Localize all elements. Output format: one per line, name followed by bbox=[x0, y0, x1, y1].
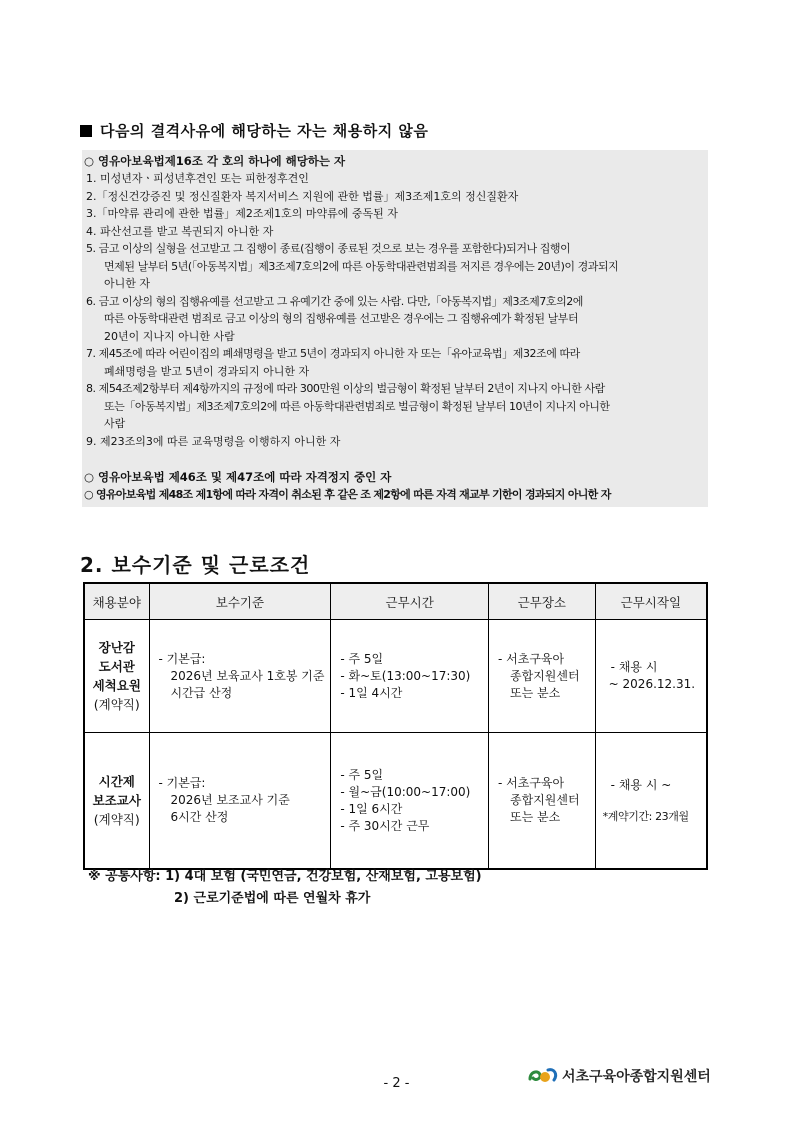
header-field: 채용분야 bbox=[84, 583, 149, 620]
list-item: 8. 제54조제2항부터 제4항까지의 규정에 따라 300만원 이상의 벌금형이 확정된 날부터 2년이 지나지 아니한 사람 bbox=[86, 382, 605, 395]
table-header-row bbox=[84, 583, 707, 620]
page-number: - 2 - bbox=[383, 1076, 410, 1091]
list-item: 9. 제23조의3에 따른 교육명령을 이행하지 아니한 자 bbox=[86, 435, 341, 448]
hours-text: - 주 5일 bbox=[340, 651, 384, 666]
list-item-continuation: 또는「아동복지법」제3조제7호의2에 따른 아동학대관련범죄로 벌금형이 확정된 날부터 10년이 지나지 아니한 bbox=[104, 400, 610, 413]
category-cell bbox=[84, 733, 149, 870]
place-text: 또는 분소 bbox=[510, 810, 561, 824]
pay-text: 시간급 산정 bbox=[170, 685, 233, 700]
common-conditions bbox=[88, 866, 482, 910]
list-item: 6. 금고 이상의 형의 집행유예를 선고받고 그 유예기간 중에 있는 사람. 다만,「아동복지법」제3조제7호의2에 bbox=[86, 295, 583, 308]
list-item-continuation: 폐쇄명령을 받고 5년이 경과되지 아니한 자 bbox=[104, 365, 310, 378]
list-item: 2.「정신건강증진 및 정신질환자 복지서비스 지원에 관한 법률」제3조제1호의 정신질환자 bbox=[86, 190, 519, 203]
place-text: - 서초구육아 bbox=[498, 651, 565, 666]
list-item-continuation: 따른 아동학대관련 범죄로 금고 이상의 형의 집행유예를 선고받은 경우에는 그 집행유예가 확정된 날부터 bbox=[104, 312, 579, 325]
pay-conditions-table bbox=[83, 582, 708, 870]
hours-cell bbox=[331, 620, 489, 733]
pay-text: - 기본급: bbox=[158, 651, 206, 666]
common-line: 2) 근로기준법에 따른 연월차 휴가 bbox=[174, 891, 371, 906]
place-text: 종합지원센터 bbox=[510, 668, 580, 683]
header-place: 근무장소 bbox=[489, 583, 596, 620]
pay-text: 2026년 보조교사 기준 bbox=[170, 793, 290, 807]
place-text: 종합지원센터 bbox=[510, 793, 580, 807]
table-row bbox=[84, 620, 707, 733]
start-text: - 채용 시 ~ bbox=[610, 777, 672, 792]
list-item: 4. 파산선고를 받고 복권되지 아니한 자 bbox=[86, 225, 274, 238]
group-title-article46: ○ 영유아보육법 제46조 및 제47조에 따라 자격정지 중인 자 bbox=[84, 470, 392, 484]
hours-text: - 1일 4시간 bbox=[340, 685, 403, 700]
category-cell bbox=[84, 620, 149, 733]
category-text: 세척요원 bbox=[92, 678, 141, 693]
org-logo bbox=[527, 1066, 711, 1086]
black-square-icon bbox=[80, 125, 92, 137]
section-heading-disqualification bbox=[80, 120, 428, 141]
group-title-article48: ○ 영유아보육법 제48조 제1항에 따라 자격이 취소된 후 같은 조 제2항에 따른 자격 재교부 기한이 경과되지 아니한 자 bbox=[84, 488, 611, 501]
table-row bbox=[84, 733, 707, 870]
seocho-logo-icon bbox=[527, 1066, 559, 1086]
contract-period-note: *계약기간: 23개월 bbox=[602, 809, 689, 823]
list-item: 3.「마약류 관리에 관한 법률」제2조제1호의 마약류에 중독된 자 bbox=[86, 207, 398, 220]
pay-text: 6시간 산정 bbox=[170, 810, 229, 824]
place-cell bbox=[489, 620, 596, 733]
category-text: 장난감 bbox=[98, 640, 135, 655]
hours-text: - 주 5일 bbox=[340, 767, 384, 782]
place-text: 또는 분소 bbox=[510, 685, 561, 700]
section-title: 다음의 결격사유에 해당하는 자는 채용하지 않음 bbox=[100, 122, 429, 140]
list-item-continuation: 사람 bbox=[104, 417, 126, 430]
pay-text: - 기본급: bbox=[158, 776, 206, 790]
start-date-cell bbox=[595, 620, 707, 733]
list-item-continuation: 면제된 날부터 5년(「아동복지법」제3조제7호의2에 따른 아동학대관련범죄를 저지른 경우에는 20년)이 경과되지 bbox=[104, 260, 619, 273]
category-note: (계약직) bbox=[93, 812, 140, 827]
header-start-date: 근무시작일 bbox=[595, 583, 707, 620]
hours-text: - 화~토(13:00~17:30) bbox=[340, 668, 471, 683]
pay-cell bbox=[149, 733, 331, 870]
header-pay: 보수기준 bbox=[149, 583, 331, 620]
section-heading-pay: 2. 보수기준 및 근로조건 bbox=[80, 553, 311, 577]
list-item: 5. 금고 이상의 실형을 선고받고 그 집행이 종료(집행이 종료된 것으로 보는 경우를 포함한다)되거나 집행이 bbox=[86, 242, 571, 255]
start-date-cell bbox=[595, 733, 707, 870]
header-hours: 근무시간 bbox=[331, 583, 489, 620]
category-text: 도서관 bbox=[98, 659, 135, 674]
common-line: ※ 공통사항: 1) 4대 보험 (국민연금, 건강보험, 산재보험, 고용보험) bbox=[88, 869, 482, 884]
place-text: - 서초구육아 bbox=[498, 776, 565, 790]
hours-text: - 월~금(10:00~17:00) bbox=[340, 784, 471, 799]
place-cell bbox=[489, 733, 596, 870]
start-text: ~ 2026.12.31. bbox=[608, 677, 696, 691]
pay-text: 2026년 보육교사 1호봉 기준 bbox=[170, 668, 325, 683]
category-note: (계약직) bbox=[93, 697, 140, 712]
list-item: 1. 미성년자ㆍ피성년후견인 또는 피한정후견인 bbox=[86, 172, 309, 185]
pay-cell bbox=[149, 620, 331, 733]
start-text: - 채용 시 bbox=[610, 660, 658, 674]
list-item-continuation: 20년이 지나지 아니한 사람 bbox=[104, 330, 235, 343]
hours-text: - 주 30시간 근무 bbox=[340, 818, 430, 833]
hours-text: - 1일 6시간 bbox=[340, 801, 403, 816]
category-text: 시간제 bbox=[98, 774, 135, 789]
list-item-continuation: 아니한 자 bbox=[104, 277, 151, 290]
list-item: 7. 제45조에 따라 어린이집의 폐쇄명령을 받고 5년이 경과되지 아니한 자 또는「유아교육법」제32조에 따라 bbox=[86, 347, 580, 360]
group-title-article16: ○ 영유아보육법제16조 각 호의 하나에 해당하는 자 bbox=[84, 154, 346, 168]
hours-cell bbox=[331, 733, 489, 870]
category-text: 보조교사 bbox=[92, 793, 141, 808]
org-name: 서초구육아종합지원센터 bbox=[562, 1069, 711, 1085]
